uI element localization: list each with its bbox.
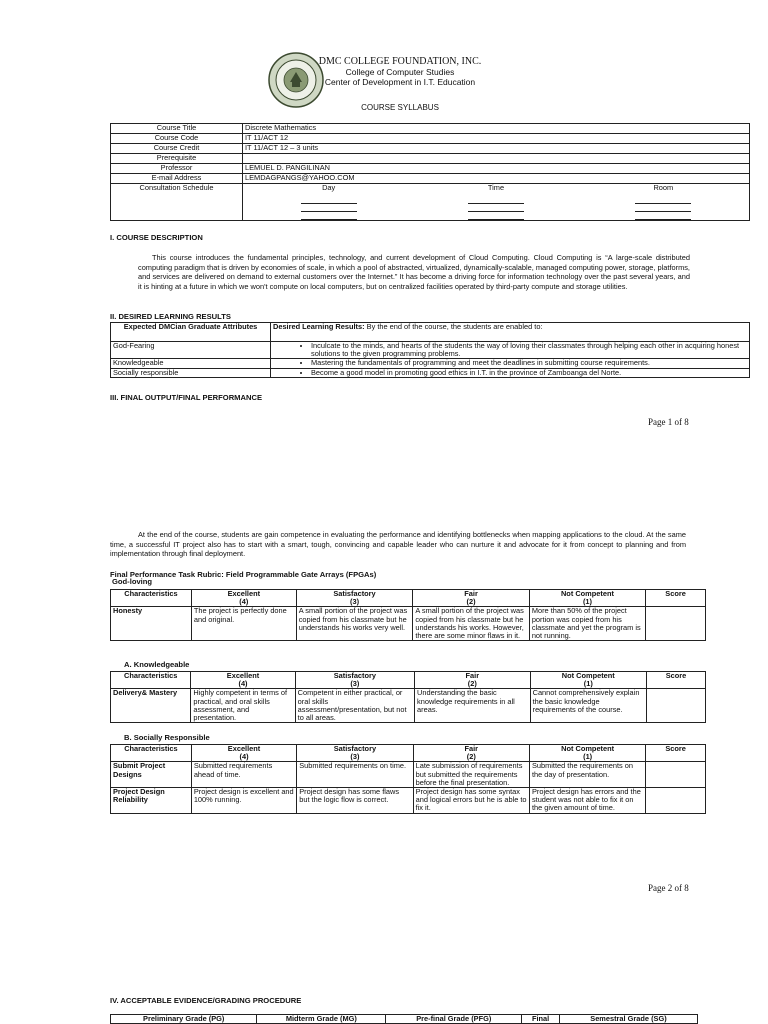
rubric-satisfactory: Project design has some flaws but the logic flow is correct.: [297, 788, 413, 814]
doc-title: COURSE SYLLABUS: [361, 103, 439, 112]
grading-column-header: Preliminary Grade (PG): [111, 1015, 257, 1024]
results-header: Desired Learning Results: By the end of the course, the students are enabled to:: [271, 323, 750, 342]
info-label: Professor: [111, 164, 243, 174]
info-value: Discrete Mathematics: [243, 124, 750, 134]
schedule-time: Time: [468, 184, 524, 220]
rubric-satisfactory: Competent in either practical, or oral skills assessment/presentation, but not to all areas.: [295, 689, 414, 723]
rubric-section-title: B. Socially Responsible: [124, 733, 210, 742]
learning-result-row: [111, 368, 750, 377]
rubric-header: Satisfactory (3): [295, 672, 414, 689]
schedule-day: Day: [301, 184, 357, 220]
course-description-text: This course introduces the fundamental principles, technology, and current development of Cloud Computing. Cloud Computing is “A large-scale distributed computing paradigm that is driven by economies of scale, in which a pool of abstracted, virtualized, dynamically-scalable, managed computing power, storage, platforms, and services are delivered on demand to external customers over the Internet.” It has become a driving force for information technology over the past several years, and it is hinting at a future in which we won't compute on local computers, but on centralized facilities operated by third-party compute and storage utilities.: [138, 253, 690, 291]
attribute-cell: Socially responsible: [111, 368, 271, 377]
rubric-row: [111, 762, 706, 788]
learning-result-row: [111, 359, 750, 368]
rubric-satisfactory: A small portion of the project was copied from his classmate but he understands his works very well.: [296, 607, 413, 641]
rubric-not-competent: Submitted the requirements on the day of presentation.: [529, 762, 645, 788]
rubric-characteristic: Delivery& Mastery: [111, 689, 191, 723]
rubric-fair: Understanding the basic knowledge requirements in all areas.: [415, 689, 531, 723]
rubric-excellent: Project design is excellent and 100% running.: [191, 788, 296, 814]
rubric-row: [111, 607, 706, 641]
info-value: [243, 154, 750, 164]
grading-column-header: Final: [522, 1015, 560, 1024]
rubric-excellent: The project is perfectly done and original.: [191, 607, 296, 641]
rubric-header: Fair (2): [413, 590, 529, 607]
rubric-header-row: [111, 590, 706, 607]
rubric-score: [646, 689, 705, 723]
rubric-fair: A small portion of the project was copied from his classmate but he understands his works. However, there are some minor flaws in it.: [413, 607, 529, 641]
document-header: [300, 56, 500, 87]
result-cell: • Inculcate to the minds, and hearts of the students the way of loving their classmates through helping each other in acquiring honest solutions to the given programming problems.: [271, 342, 750, 359]
info-value: IT 11/ACT 12 – 3 units: [243, 144, 750, 154]
rubric-row: [111, 788, 706, 814]
course-info-row: [111, 154, 750, 164]
rubric-header: Satisfactory (3): [297, 745, 413, 762]
rubric-section-title: A. Knowledgeable: [124, 660, 190, 669]
center-name: Center of Development in I.T. Education: [324, 77, 476, 87]
rubric-header: Fair (2): [413, 745, 529, 762]
consultation-schedule: [243, 184, 750, 221]
attributes-header: Expected DMCian Graduate Attributes: [111, 323, 271, 342]
result-cell: • Become a good model in promoting good ethics in I.T. in the province of Zamboanga del Norte.: [271, 368, 750, 377]
info-label: Prerequisite: [111, 154, 243, 164]
rubric-table: [110, 744, 706, 814]
info-label: Course Credit: [111, 144, 243, 154]
learning-results-table: [110, 322, 750, 378]
attribute-cell: Knowledgeable: [111, 359, 271, 368]
course-info-row: [111, 134, 750, 144]
rubric-header: Not Competent (1): [529, 745, 645, 762]
rubric-not-competent: More than 50% of the project portion was copied from his classmate and yet the program is not running.: [529, 607, 645, 641]
rubric-title: Final Performance Task Rubric: Field Programmable Gate Arrays (FPGAs): [110, 570, 377, 579]
rubric-characteristic: Submit Project Designs: [111, 762, 192, 788]
course-info-table: [110, 123, 750, 221]
info-value: IT 11/ACT 12: [243, 134, 750, 144]
page-number-2: Page 2 of 8: [648, 883, 689, 893]
attribute-cell: God-Fearing: [111, 342, 271, 359]
rubric-score: [646, 762, 706, 788]
result-cell: • Mastering the fundamentals of programming and meet the deadlines in submitting course requirements.: [271, 359, 750, 368]
rubric-table: [110, 589, 706, 641]
grading-column-header: Pre-final Grade (PFG): [386, 1015, 522, 1024]
rubric-not-competent: Cannot comprehensively explain the basic knowledge requirements of the course.: [530, 689, 646, 723]
rubric-header: Characteristics: [111, 745, 192, 762]
info-label: Course Code: [111, 134, 243, 144]
rubric-header: Characteristics: [111, 672, 191, 689]
rubric-header: Excellent (4): [191, 745, 296, 762]
rubric-score: [646, 788, 706, 814]
rubric-characteristic: Honesty: [111, 607, 192, 641]
rubric-header: Fair (2): [415, 672, 531, 689]
section-course-description-heading: I. COURSE DESCRIPTION: [110, 233, 203, 242]
rubric-not-competent: Project design has errors and the student was not able to fix it on the given amount of time.: [529, 788, 645, 814]
rubric-section-title: God-loving: [112, 577, 153, 586]
rubric-header-row: [111, 745, 706, 762]
rubric-header-row: [111, 672, 706, 689]
rubric-satisfactory: Submitted requirements on time.: [297, 762, 413, 788]
rubric-header: Excellent (4): [191, 672, 295, 689]
info-value: LEMDAGPANGS@YAHOO.COM: [243, 174, 750, 184]
grading-column-header: Semestral Grade (SG): [559, 1015, 697, 1024]
institution-name: DMC COLLEGE FOUNDATION, INC.: [318, 56, 482, 67]
info-value: LEMUEL D. PANGILINAN: [243, 164, 750, 174]
rubric-header: Score: [646, 672, 705, 689]
rubric-excellent: Submitted requirements ahead of time.: [191, 762, 296, 788]
rubric-header: Not Competent (1): [530, 672, 646, 689]
rubric-fair: Project design has some syntax and logical errors but he is able to fix it.: [413, 788, 529, 814]
learning-result-row: [111, 342, 750, 359]
rubric-row: [111, 689, 706, 723]
schedule-room: Room: [635, 184, 691, 220]
section-final-output-heading: III. FINAL OUTPUT/FINAL PERFORMANCE: [110, 393, 263, 402]
rubric-excellent: Highly competent in terms of practical, and oral skills assessment, and presentation.: [191, 689, 295, 723]
course-info-row: [111, 144, 750, 154]
rubric-header: Satisfactory (3): [296, 590, 413, 607]
course-info-row: [111, 164, 750, 174]
rubric-score: [646, 607, 706, 641]
page-number: Page 1 of 8: [648, 417, 689, 427]
grading-column-header: Midterm Grade (MG): [257, 1015, 386, 1024]
rubric-header: Score: [646, 590, 706, 607]
rubric-characteristic: Project Design Reliability: [111, 788, 192, 814]
rubric-header: Score: [646, 745, 706, 762]
rubric-header: Not Competent (1): [529, 590, 645, 607]
section-learning-results-heading: II. DESIRED LEARNING RESULTS: [110, 312, 231, 321]
course-info-row: [111, 124, 750, 134]
college-name: College of Computer Studies: [345, 67, 455, 77]
section-grading-heading: IV. ACCEPTABLE EVIDENCE/GRADING PROCEDURE: [110, 996, 302, 1005]
rubric-fair: Late submission of requirements but submitted the requirements before the final presentation.: [413, 762, 529, 788]
rubric-header: Characteristics: [111, 590, 192, 607]
rubric-header: Excellent (4): [191, 590, 296, 607]
consultation-label: Consultation Schedule: [111, 184, 243, 221]
course-info-row: [111, 174, 750, 184]
final-output-intro: At the end of the course, students are gain competence in evaluating the performance and identifying bottlenecks when mapping applications to the cloud. At the same time, a successful IT project also has to start with a smart, tough, convincing and capable leader who can nurture it and advocate for it from concept to planning and from implementation through final deployment.: [110, 530, 686, 559]
rubric-table: [110, 671, 706, 723]
info-label: Course Title: [111, 124, 243, 134]
grading-table: [110, 1014, 698, 1024]
info-label: E-mail Address: [111, 174, 243, 184]
